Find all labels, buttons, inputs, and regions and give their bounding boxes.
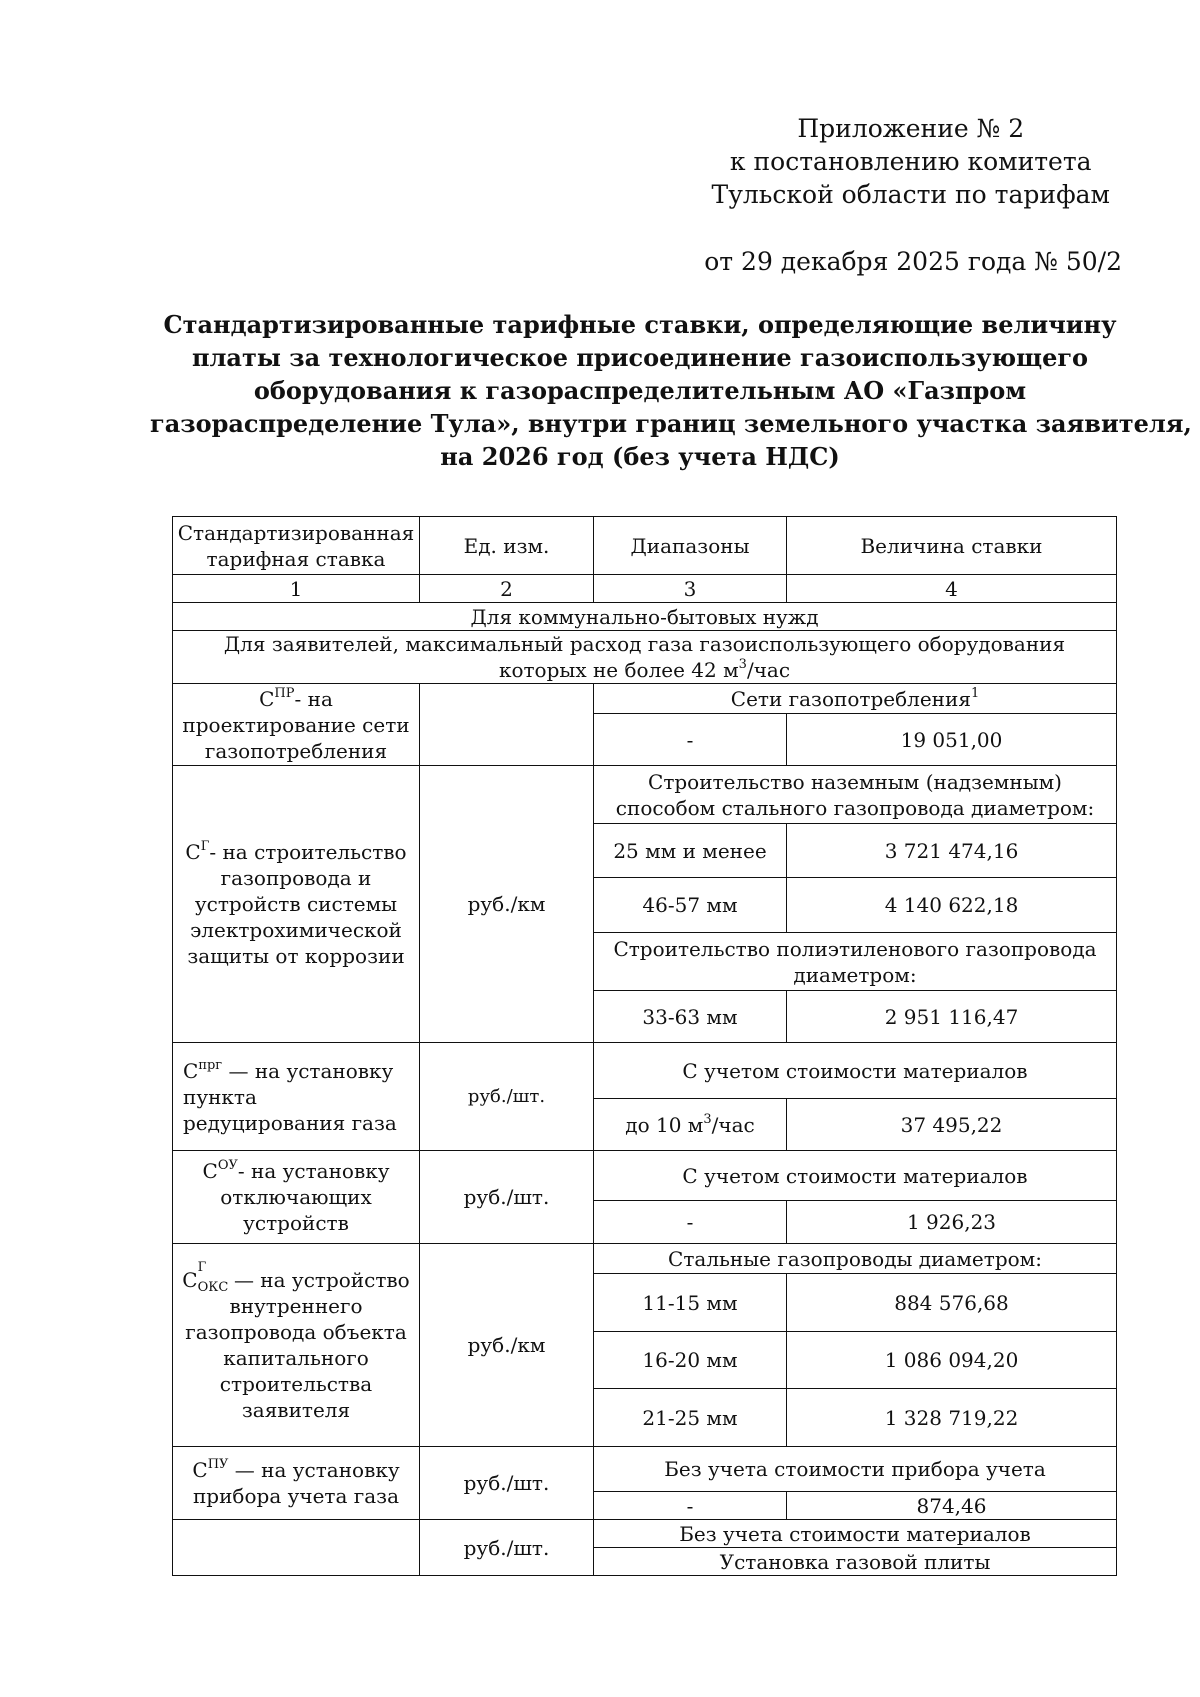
- section-domestic: Для коммунально-бытовых нужд: [173, 603, 1117, 631]
- header-unit: Ед. изм.: [420, 517, 594, 575]
- group-cell: Стальные газопроводы диаметром:: [594, 1244, 1117, 1274]
- range-cell: 21-25 мм: [594, 1389, 787, 1447]
- decree-date: от 29 декабря 2025 года № 50/2: [704, 247, 1122, 276]
- header-row: [173, 517, 1117, 575]
- table-row: [173, 684, 1117, 714]
- title-line: оборудования к газораспределительным АО «Газпром: [253, 376, 1027, 405]
- section-row: [173, 631, 1117, 684]
- range-cell: 46-57 мм: [594, 878, 787, 933]
- rate-description: — на устройство внутреннего газопровода объекта капитального строительства заявителя: [185, 1268, 410, 1422]
- unit-cell: руб./км: [420, 1244, 594, 1447]
- footnote-mark: 1: [970, 685, 980, 701]
- section-applicants-text: Для заявителей, максимальный расход газа газоиспользующего оборудования которых не более 42 м: [223, 632, 1066, 682]
- rate-description: - на установку отключающих устройств: [220, 1159, 390, 1235]
- rate-symbol: С: [183, 1058, 199, 1083]
- subgroup-cell: Установка газовой плиты: [594, 1548, 1117, 1576]
- group-cell: Без учета стоимости материалов: [594, 1520, 1117, 1548]
- appendix-authority: Тульской области по тарифам: [711, 180, 1110, 209]
- rate-symbol-sup: Г: [200, 839, 210, 855]
- column-number: 1: [173, 575, 420, 603]
- appendix-header: [712, 112, 1110, 211]
- rate-description: — на установку пункта редуцирования газа: [183, 1058, 397, 1135]
- unit-cell: руб./шт.: [420, 1043, 594, 1151]
- rate-internal: [173, 1244, 420, 1447]
- rate-description: - на проектирование сети газопотребления: [182, 686, 410, 763]
- value-cell: 3 721 474,16: [787, 824, 1117, 878]
- header-range: Диапазоны: [594, 517, 787, 575]
- rate-symbol: С: [192, 1458, 208, 1482]
- rate-symbol: С: [259, 686, 275, 711]
- value-cell: 19 051,00: [787, 714, 1117, 766]
- rate-symbol-sup: прг: [198, 1057, 223, 1073]
- value-cell: 1 328 719,22: [787, 1389, 1117, 1447]
- header-rate: Стандартизированная тарифная ставка: [173, 517, 420, 575]
- rate-symbol-sub: ОКС: [197, 1280, 229, 1295]
- tariff-table: [172, 516, 1117, 1576]
- range-cell: -: [594, 1492, 787, 1520]
- rate-meter: [173, 1447, 420, 1520]
- rate-symbol-sup: ПР: [274, 685, 295, 701]
- table-row: [173, 1244, 1117, 1274]
- column-number: 2: [420, 575, 594, 603]
- unit-cell: руб./шт.: [420, 1447, 594, 1520]
- value-cell: 1 926,23: [787, 1201, 1117, 1244]
- table-row: [173, 1151, 1117, 1201]
- column-number: 3: [594, 575, 787, 603]
- range-cell: [594, 1099, 787, 1151]
- column-numbers-row: [173, 575, 1117, 603]
- title-line: платы за технологическое присоединение газоиспользующего: [191, 343, 1089, 372]
- group-cell: С учетом стоимости материалов: [594, 1043, 1117, 1099]
- header-value: Величина ставки: [787, 517, 1117, 575]
- group-cell: Без учета стоимости прибора учета: [594, 1447, 1117, 1492]
- rate-symbol: С: [182, 1268, 198, 1292]
- rate-prg: [173, 1043, 420, 1151]
- group-cell: С учетом стоимости материалов: [594, 1151, 1117, 1201]
- range-cell: 11-15 мм: [594, 1274, 787, 1332]
- document-title: [150, 308, 1192, 473]
- group-cell: Строительство полиэтиленового газопровода диаметром:: [594, 933, 1117, 991]
- rate-symbol-sup: ПУ: [207, 1457, 229, 1473]
- superscript: 3: [738, 657, 747, 673]
- table-row: [173, 1520, 1117, 1548]
- rate-design: [173, 684, 420, 766]
- unit-cell: руб./шт.: [420, 1151, 594, 1244]
- rate-symbol-group: [182, 1260, 229, 1295]
- rate-symbol-sup: ОУ: [217, 1158, 238, 1174]
- table-row: [173, 766, 1117, 824]
- rate-description: - на строительство газопровода и устройств системы электрохимической защиты от коррозии: [187, 840, 407, 968]
- group-label: Сети газопотребления: [730, 686, 971, 711]
- rate-symbol-sup: Г: [197, 1260, 207, 1275]
- superscript: 3: [703, 1111, 712, 1127]
- appendix-number: Приложение № 2: [797, 114, 1025, 143]
- group-cell: Строительство наземным (надземным) способом стального газопровода диаметром:: [594, 766, 1117, 824]
- section-applicants-tail: /час: [746, 658, 791, 682]
- range-cell: -: [594, 1201, 787, 1244]
- value-cell: 4 140 622,18: [787, 878, 1117, 933]
- appendix-reference: к постановлению комитета: [729, 147, 1092, 176]
- range-cell: 25 мм и менее: [594, 824, 787, 878]
- table-row: [173, 1043, 1117, 1099]
- title-line: на 2026 год (без учета НДС): [440, 442, 840, 471]
- range-cell: -: [594, 714, 787, 766]
- title-line: Стандартизированные тарифные ставки, определяющие величину: [163, 310, 1117, 339]
- rate-description: — на установку прибора учета газа: [192, 1458, 400, 1508]
- section-applicants: [173, 631, 1117, 684]
- range-cell: 33-63 мм: [594, 991, 787, 1043]
- table-row: [173, 1447, 1117, 1492]
- value-cell: 1 086 094,20: [787, 1332, 1117, 1389]
- value-cell: 884 576,68: [787, 1274, 1117, 1332]
- range-cell: 16-20 мм: [594, 1332, 787, 1389]
- unit-cell: руб./км: [420, 766, 594, 1043]
- range-text: до 10 м: [625, 1112, 704, 1137]
- rate-shutoff: [173, 1151, 420, 1244]
- column-number: 4: [787, 575, 1117, 603]
- unit-cell: руб./шт.: [420, 1520, 594, 1576]
- rate-stove: [173, 1520, 420, 1576]
- rate-symbol: С: [202, 1159, 218, 1183]
- section-row: [173, 603, 1117, 631]
- value-cell: 37 495,22: [787, 1099, 1117, 1151]
- range-tail: /час: [711, 1112, 755, 1137]
- value-cell: 874,46: [787, 1492, 1117, 1520]
- value-cell: 2 951 116,47: [787, 991, 1117, 1043]
- unit-cell: [420, 684, 594, 766]
- title-line: газораспределение Тула», внутри границ земельного участка заявителя,: [150, 409, 1192, 438]
- rate-pipeline: [173, 766, 420, 1043]
- group-cell: [594, 684, 1117, 714]
- rate-symbol: С: [185, 840, 201, 864]
